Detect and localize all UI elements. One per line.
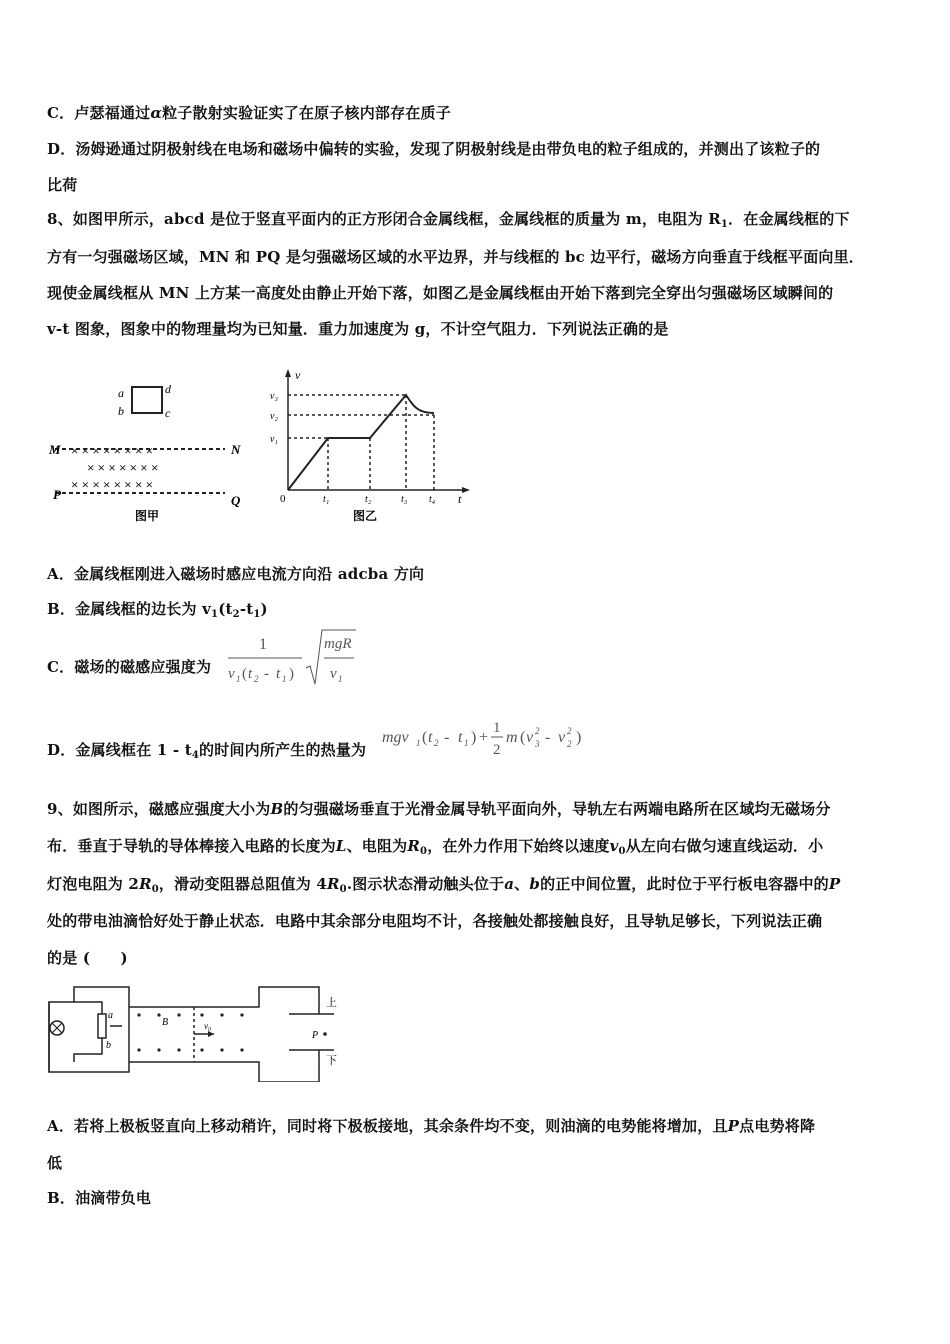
svg-text:v: v [558, 729, 566, 746]
svg-text:t: t [458, 729, 463, 746]
axis-t-arrow [462, 487, 470, 493]
svg-text:+: + [479, 729, 489, 746]
label-M: M [49, 442, 61, 457]
svg-text:t: t [428, 729, 433, 746]
svg-text:1: 1 [493, 720, 501, 736]
svg-text:3: 3 [535, 739, 540, 749]
label-up: 上 [326, 997, 337, 1009]
corner-d: d [165, 382, 171, 396]
label-P: P [53, 487, 61, 502]
q9-stem-line2: 布．垂直于导轨的导体棒接入电路的长度为L、电阻为$R_0$，在外力作用下始终以速度$v_0$从左向右做匀速直线运动．小 [47, 837, 824, 857]
label-down: 下 [326, 1055, 337, 1067]
q9-stem-line3: 灯泡电阻为 $2R_0$，滑动变阻器总阻值为 $4R_0$.图示状态滑动触头位于a、b的正中间位置，此时位于平行板电容器中的P [47, 875, 841, 895]
svg-text:× × × × × × × ×: × × × × × × × × [71, 477, 154, 492]
axis-v-arrow [285, 369, 291, 377]
caption-yi: 图乙 [353, 509, 378, 523]
svg-text:v: v [526, 729, 534, 746]
svg-text:× × × × × × × ×: × × × × × × × × [71, 443, 154, 458]
formula-option-c [226, 628, 366, 690]
svg-text:2: 2 [493, 742, 501, 758]
svg-text:m: m [506, 729, 518, 746]
svg-text:): ) [471, 729, 477, 746]
svg-text:2: 2 [535, 726, 540, 736]
q9-option-a: A．若将上极板竖直向上移动稍许，同时将下极板接地，其余条件均不变，则油滴的电势能将增加，且P点电势将降 [47, 1117, 816, 1135]
q9-option-a-cont: 低 [47, 1154, 63, 1172]
wire-frame-square [132, 387, 162, 413]
svg-text:): ) [289, 666, 294, 682]
svg-text:(: ( [520, 729, 526, 746]
svg-text:t: t [248, 666, 253, 682]
svg-text:-: - [444, 729, 450, 746]
label-B: B [162, 1017, 169, 1028]
q9-stem-line5: 的是 ( ) [47, 949, 128, 967]
corner-c: c [165, 406, 171, 420]
svg-text:): ) [576, 729, 582, 746]
q8-stem-line3: 现使金属线框从 MN 上方某一高度处由静止开始下落，如图乙是金属线框由开始下落到完全穿出匀强磁场区域瞬间的 [47, 284, 834, 302]
svg-text:1: 1 [338, 674, 343, 684]
v-t-curve [288, 395, 434, 490]
q8-option-a: A．金属线框刚进入磁场时感应电流方向沿 adcba 方向 [47, 565, 425, 583]
q8-stem-line4: v-t 图象，图象中的物理量均为已知量．重力加速度为 g，不计空气阻力．下列说法正确的是 [47, 320, 669, 338]
label-N: N [231, 442, 241, 457]
tick-t4: t₄ [429, 494, 436, 505]
label-P: P [312, 1030, 319, 1041]
corner-b: b [118, 404, 124, 418]
q9-stem-line4: 处的带电油滴恰好处于静止状态．电路中其余部分电阻均不计，各接触处都接触良好，且导轨足够长，下列说法正确 [47, 912, 823, 930]
magnetic-field-crosses [71, 443, 158, 492]
q9-option-b: B．油滴带负电 [47, 1189, 152, 1207]
svg-text:(: ( [422, 729, 428, 746]
q8-stem-line2: 方有一匀强磁场区域，MN 和 PQ 是匀强磁场区域的水平边界，并与线框的 bc 边平行，磁场方向垂直于线框平面向里． [47, 248, 864, 266]
svg-text:mgR: mgR [324, 636, 352, 652]
label-b: b [106, 1040, 111, 1051]
tick-t2: t₂ [365, 494, 372, 505]
figure-jia [45, 375, 255, 525]
svg-text:(: ( [242, 666, 247, 682]
label-a: a [108, 1010, 113, 1021]
caption-jia: 图甲 [135, 509, 160, 523]
svg-text:2: 2 [567, 739, 572, 749]
svg-text:v: v [228, 666, 235, 682]
svg-text:t: t [276, 666, 281, 682]
svg-text:-: - [264, 666, 269, 682]
svg-text:1: 1 [416, 738, 421, 748]
svg-text:1: 1 [236, 674, 241, 684]
q7-option-d: D．汤姆逊通过阴极射线在电场和磁场中偏转的实验，发现了阴极射线是由带负电的粒子组成的，并测出了该粒子的 [47, 140, 821, 158]
svg-text:1: 1 [464, 738, 469, 748]
label-v0: v₀ [204, 1021, 212, 1031]
formula-option-d [380, 712, 595, 762]
figure-q9-circuit [44, 982, 344, 1082]
q8-option-b: B．金属线框的边长为 $v_1(t_2-t_1)$ [47, 600, 268, 620]
svg-text:1: 1 [259, 636, 267, 653]
q7-option-c: C．卢瑟福通过α粒子散射实验证实了在原子核内部存在质子 [47, 104, 451, 122]
axis-t-label: t [458, 492, 462, 506]
tick-v3: v₃ [270, 391, 278, 402]
origin-label: 0 [280, 493, 286, 505]
q8-option-d: D．金属线框在 $1 - t_4$的时间内所产生的热量为 [47, 741, 367, 761]
corner-a: a [118, 386, 124, 400]
tick-t1: t₁ [323, 494, 330, 505]
tick-v2: v₂ [270, 411, 278, 422]
figure-yi [268, 365, 478, 525]
q8-option-c: C．磁场的磁感应强度为 [47, 658, 212, 676]
tick-t3: t₃ [401, 494, 408, 505]
guide-lines [288, 395, 434, 490]
svg-text:-: - [545, 729, 551, 746]
svg-text:1: 1 [282, 674, 287, 684]
q9-stem-line1: 9、如图所示，磁感应强度大小为B的匀强磁场垂直于光滑金属导轨平面向外，导轨左右两端电路所在区域均无磁场分 [47, 800, 831, 818]
q7-option-d-cont: 比荷 [47, 176, 78, 194]
svg-text:× × × × × × ×: × × × × × × × [87, 460, 159, 475]
axis-v-label: v [295, 368, 301, 382]
svg-text:2: 2 [434, 738, 439, 748]
label-Q: Q [231, 493, 241, 508]
svg-text:mgv: mgv [382, 729, 409, 746]
svg-text:2: 2 [254, 674, 259, 684]
tick-v1: v₁ [270, 434, 278, 445]
q8-stem-line1: 8、如图甲所示，abcd 是位于竖直平面内的正方形闭合金属线框，金属线框的质量为 m，电阻为 $R_1$．在金属线框的下 [47, 210, 850, 230]
svg-text:v: v [330, 666, 337, 682]
svg-text:2: 2 [567, 726, 572, 736]
